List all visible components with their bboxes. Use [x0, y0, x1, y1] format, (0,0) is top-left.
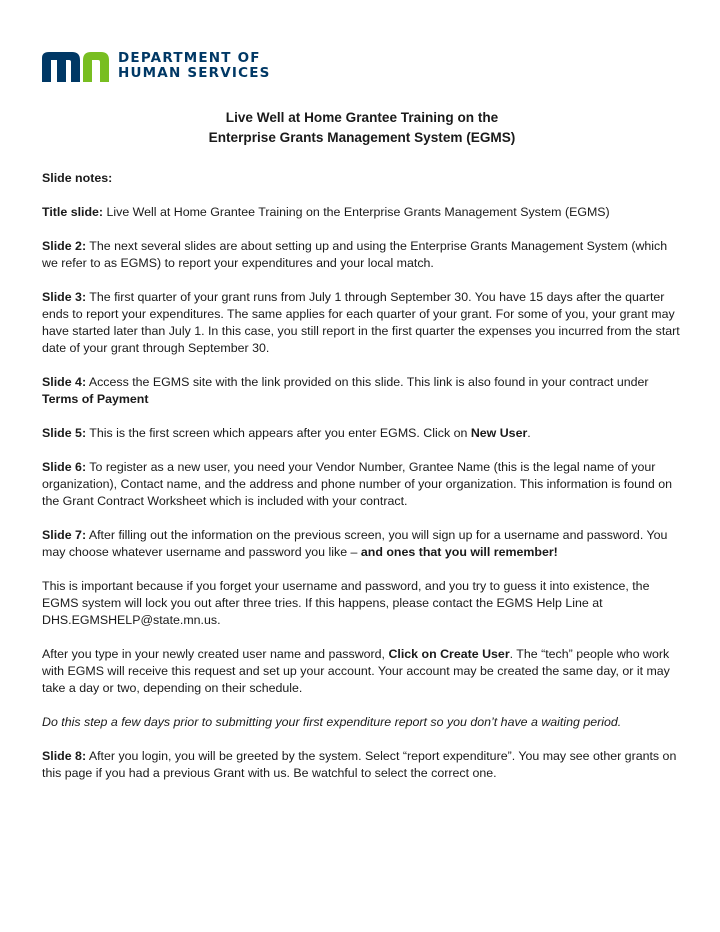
title-line-2: Enterprise Grants Management System (EGMS): [208, 130, 516, 145]
slide-notes-heading: Slide notes:: [42, 171, 113, 185]
slide-7-note: Slide 7: After filling out the information on the previous screen, you will sign up for a username and password. You may choose whatever username and password you like – and ones that you will remember!: [42, 528, 668, 559]
mn-logo-icon: [42, 48, 110, 84]
logo-line-2: HUMAN SERVICES: [118, 65, 271, 81]
title-line-1: Live Well at Home Grantee Training on the: [225, 110, 499, 125]
slide-2-note: Slide 2: The next several slides are about setting up and using the Enterprise Grants Management System (which we refer to as EGMS) to report your expenditures and your local match.: [42, 239, 668, 270]
slide-5-note: Slide 5: This is the first screen which appears after you enter EGMS. Click on New User.: [42, 426, 531, 440]
important-note: This is important because if you forget your username and password, and you try to guess it into existence, the EGMS system will lock you out after three tries. If this happens, please contact the EGMS Help Line at DHS.EGMSHELP@state.mn.us.: [42, 579, 650, 627]
italic-tip: Do this step a few days prior to submitting your first expenditure report so you don’t have a waiting period.: [42, 715, 622, 729]
document-body: [42, 108, 682, 799]
logo-line-1: DEPARTMENT OF: [118, 50, 261, 66]
slide-8-note: Slide 8: After you login, you will be greeted by the system. Select “report expenditure”. You may see other grants on this page if you had a previous Grant with us. Be watchful to select the correct one.: [42, 749, 677, 780]
slide-6-note: Slide 6: To register as a new user, you need your Vendor Number, Grantee Name (this is the legal name of your organization), Contact name, and the address and phone number of your organization. This information is found on the Grant Contract Worksheet which is included with your contract.: [42, 460, 673, 508]
logo-wordmark: [118, 51, 271, 81]
slide-4-note: Slide 4: Access the EGMS site with the link provided on this slide. This link is also found in your contract under Terms of Payment: [42, 375, 649, 406]
title-slide-note: Title slide: Live Well at Home Grantee Training on the Enterprise Grants Management System (EGMS): [42, 205, 610, 219]
document-title: [42, 108, 682, 148]
create-user-note: After you type in your newly created user name and password, Click on Create User. The “tech” people who work with EGMS will receive this request and set up your account. Your account may be created the same day, or it may take a day or two, depending on their schedule.: [42, 647, 670, 695]
dhs-logo: [42, 48, 271, 84]
slide-3-note: Slide 3: The first quarter of your grant runs from July 1 through September 30. You have 15 days after the quarter ends to report your expenditures. The same applies for each quarter of your grant. For some of you, your grant may have started later than July 1. In this case, you still report in the first quarter the expenses you incurred from the start date of your grant through September 30.: [42, 290, 680, 355]
